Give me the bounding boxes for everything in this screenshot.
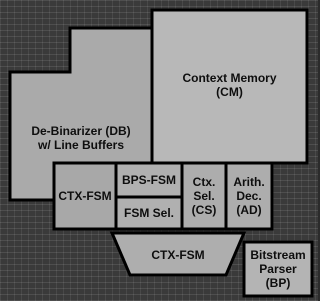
context-memory-label: Context Memory (CM) xyxy=(182,71,277,99)
ctx-sel-label: Ctx. Sel. (CS) xyxy=(191,175,217,217)
de-binarizer-label: De-Binarizer (DB) w/ Line Buffers xyxy=(31,124,131,152)
ctx-fsm-bottom-label: CTX-FSM xyxy=(151,248,205,262)
bitstream-parser-label: Bitstream Parser (BP) xyxy=(250,248,306,290)
bps-fsm-label: BPS-FSM xyxy=(122,173,176,187)
ctx-fsm-left-label: CTX-FSM xyxy=(58,189,112,203)
fsm-sel-label: FSM Sel. xyxy=(123,206,174,220)
arith-dec-label: Arith. Dec. (AD) xyxy=(233,175,265,217)
